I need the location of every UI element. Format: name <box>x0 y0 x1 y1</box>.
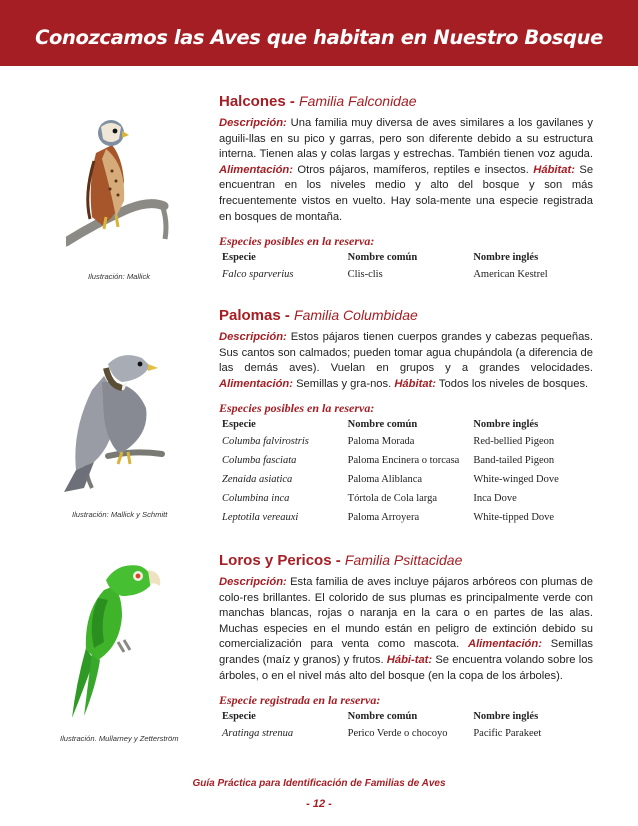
description-text: Una familia muy diversa de aves similares a los gavilanes y aguili-llas en su pico y garras, pero son diferente debido a su estructura interna. Tienen alas y colas largas y estrechas. También tienen voz aguda. <box>219 117 593 161</box>
family-scientific-name: Familia Falconidae <box>299 93 417 109</box>
species-table <box>222 252 593 288</box>
food-label: Alimentación: <box>219 377 293 390</box>
table-header-row <box>222 252 593 269</box>
food-label: Alimentación: <box>467 638 542 651</box>
habitat-text: Todos los niveles de bosques. <box>438 377 589 390</box>
scientific-name-cell: Leptotila vereauxi <box>222 512 299 524</box>
common-name-cell: Tórtola de Cola larga <box>347 493 437 505</box>
species-heading: Especie registrada en la reserva: <box>219 693 381 708</box>
table-header-row <box>222 711 593 728</box>
english-name-cell: Red-bellied Pigeon <box>473 436 555 448</box>
section-title: Halcones - Familia Falconidae <box>219 93 417 110</box>
scientific-name-cell: Zenaida asiatica <box>222 474 293 486</box>
scientific-name-cell: Columbina inca <box>222 493 290 505</box>
section-palomas <box>219 306 593 531</box>
scientific-name-cell: Falco sparverius <box>222 269 294 281</box>
column-header: Especie <box>222 711 256 723</box>
header-banner <box>0 0 638 66</box>
column-header: Especie <box>222 419 256 431</box>
scientific-name-cell: Columba falvirostris <box>222 436 309 448</box>
common-name-cell: Perico Verde o chocoyo <box>347 728 448 740</box>
column-header: Especie <box>222 252 256 264</box>
family-scientific-name: Familia Psittacidae <box>344 552 463 568</box>
section-title: Palomas - Familia Columbidae <box>219 307 418 324</box>
family-common-name: Palomas <box>219 307 281 324</box>
description-label: Descripción: <box>219 576 287 588</box>
parakeet-illustration <box>64 556 168 724</box>
table-row <box>222 436 593 455</box>
table-row <box>222 493 593 512</box>
family-common-name: Halcones <box>219 93 286 110</box>
section-loros-y-pericos <box>219 551 593 747</box>
parakeet-illustration-caption: Ilustración. Mullarney y Zetterström <box>60 734 179 743</box>
habitat-text: Se encuentran en los niveles medio y alto del bosque y son más frecuentemente vistos en vuelto. Hay sola-mente una especie registrada en bosques de montaña. <box>219 163 594 223</box>
common-name-cell: Clis-clis <box>347 269 383 281</box>
english-name-cell: American Kestrel <box>473 269 548 281</box>
table-header-row <box>222 419 593 436</box>
species-table <box>222 419 593 531</box>
english-name-cell: Inca Dove <box>473 493 517 505</box>
family-common-name: Loros y Pericos <box>219 552 332 569</box>
page-banner-title: Conozcamos las Aves que habitan en Nuestro Bosque <box>35 26 603 49</box>
food-text: Semillas grandes (maíz y granos) y frutos. <box>219 638 594 666</box>
column-header: Nombre común <box>347 711 418 723</box>
description-label: Descripción: <box>219 331 287 343</box>
common-name-cell: Paloma Encinera o torcasa <box>347 455 460 467</box>
section-description <box>219 330 593 392</box>
section-title: Loros y Pericos - Familia Psittacidae <box>219 552 463 569</box>
footer-guide-title: Guía Práctica para Identificación de Familias de Aves <box>192 778 446 789</box>
scientific-name-cell: Aratinga strenua <box>222 728 294 740</box>
description-text: Estos pájaros tienen cuerpos grandes y cabezas pequeñas. Sus cantos son calmados; pueden tomar agua chupándola (a diferencia de las demás aves). Vuelan en grupos y a grandes velocidades. <box>219 331 593 375</box>
column-header: Nombre inglés <box>473 711 539 723</box>
english-name-cell: White-winged Dove <box>473 474 559 486</box>
common-name-cell: Paloma Aliblanca <box>347 474 423 486</box>
scientific-name-cell: Columba fasciata <box>222 455 297 467</box>
english-name-cell: Pacific Parakeet <box>473 728 542 740</box>
habitat-label: Hábi-tat: <box>386 653 433 666</box>
column-header: Nombre inglés <box>473 419 539 431</box>
common-name-cell: Paloma Morada <box>347 436 415 448</box>
description-text: Esta familia de aves incluye pájaros arbóreos con plumas de colo-res brillantes. El colorido de sus plumas es principalmente verde con manchas blancas, rojas o naranja en la cara o en partes de las alas. Muchas especies en el mundo están en peligro de extinción debido su comercialización para venta como mascota. <box>219 576 594 651</box>
pigeon-illustration-caption: Ilustración: Mallick y Schmitt <box>72 510 168 519</box>
english-name-cell: Band-tailed Pigeon <box>473 455 555 467</box>
falcon-illustration-caption: Ilustración: Mallick <box>88 272 151 281</box>
habitat-text: Se encuentra volando sobre los árboles, o en el nivel más alto del bosque (en la copa de los árboles). <box>219 653 594 682</box>
page-number: - 12 - <box>306 798 332 810</box>
english-name-cell: White-tipped Dove <box>473 512 555 524</box>
family-scientific-name: Familia Columbidae <box>294 307 418 323</box>
habitat-label: Hábitat: <box>533 163 575 176</box>
common-name-cell: Paloma Arroyera <box>347 512 420 524</box>
table-row <box>222 512 593 531</box>
section-description <box>219 116 593 225</box>
falcon-illustration <box>66 105 170 255</box>
species-heading: Especies posibles en la reserva: <box>219 401 375 416</box>
habitat-label: Hábitat: <box>394 377 436 390</box>
column-header: Nombre común <box>347 252 418 264</box>
section-description <box>219 575 593 684</box>
table-row <box>222 455 593 474</box>
species-heading: Especies posibles en la reserva: <box>219 234 375 249</box>
section-halcones <box>219 92 593 288</box>
species-table <box>222 711 593 747</box>
food-label: Alimentación: <box>219 163 293 176</box>
table-row <box>222 474 593 493</box>
table-row <box>222 728 593 747</box>
column-header: Nombre inglés <box>473 252 539 264</box>
food-text: Otros pájaros, mamíferos, reptiles e insectos. <box>297 163 529 176</box>
food-text: Semillas y gra-nos. <box>296 377 392 390</box>
description-label: Descripción: <box>219 117 287 129</box>
table-row <box>222 269 593 288</box>
column-header: Nombre común <box>347 419 418 431</box>
pigeon-illustration <box>62 338 174 498</box>
